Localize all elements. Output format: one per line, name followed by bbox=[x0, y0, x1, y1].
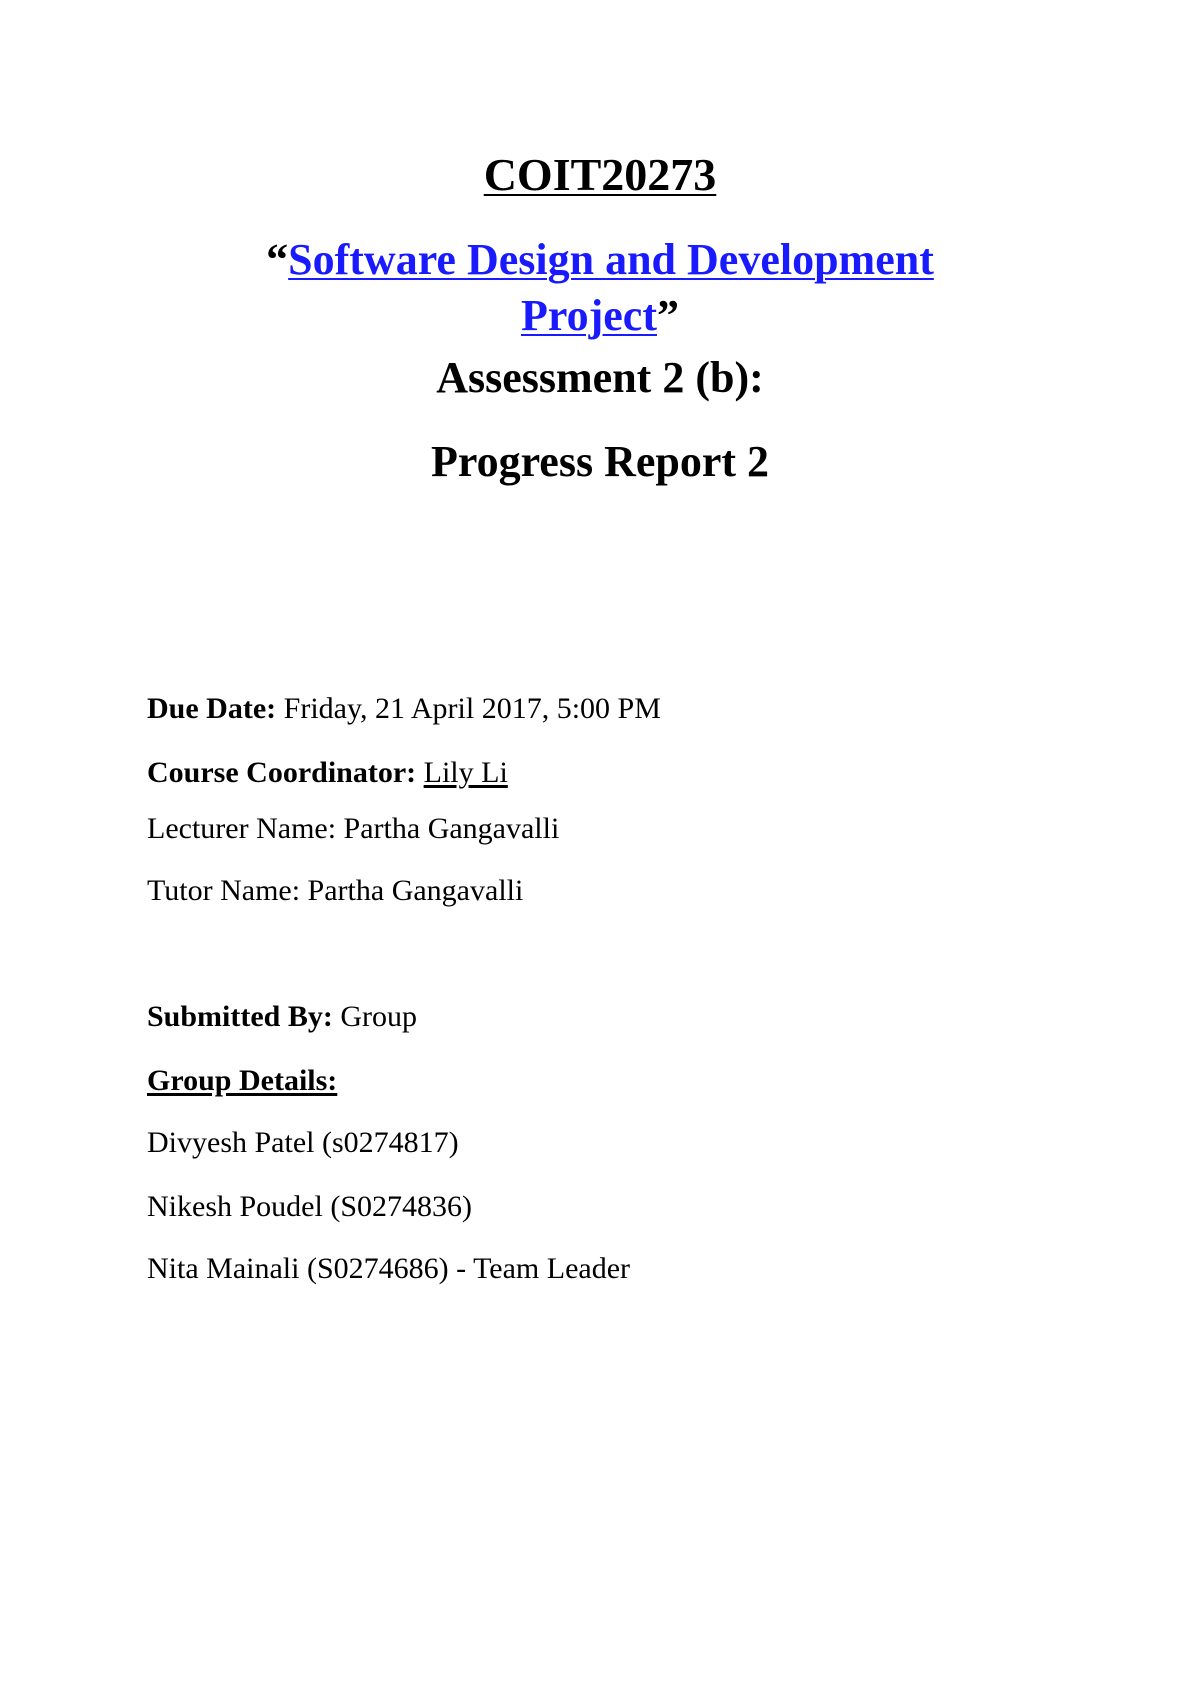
due-date-line bbox=[147, 692, 661, 726]
group-member: Nikesh Poudel (S0274836) bbox=[147, 1190, 472, 1223]
project-title-link[interactable]: Software Design and Development bbox=[288, 235, 934, 284]
submitted-by-line bbox=[147, 1000, 417, 1034]
course-code: COIT20273 bbox=[483, 149, 717, 200]
group-member: Nita Mainali (S0274686) - Team Leader bbox=[147, 1252, 631, 1285]
submitted-by-value: Group bbox=[332, 1000, 418, 1033]
close-quote: ” bbox=[656, 291, 679, 340]
project-title-line1 bbox=[0, 234, 1200, 285]
group-member: Divyesh Patel (s0274817) bbox=[147, 1126, 459, 1159]
coordinator-label: Course Coordinator: bbox=[147, 756, 417, 789]
coordinator-value: Lily Li bbox=[423, 756, 508, 789]
coordinator-line bbox=[147, 756, 508, 790]
assessment-title: Assessment 2 (b): bbox=[436, 353, 764, 402]
project-title-line2 bbox=[0, 290, 1200, 341]
open-quote: “ bbox=[266, 235, 289, 284]
lecturer-line: Lecturer Name: Partha Gangavalli bbox=[147, 812, 560, 845]
group-details-heading bbox=[147, 1064, 337, 1098]
report-title: Progress Report 2 bbox=[430, 437, 770, 486]
group-details-label: Group Details: bbox=[147, 1064, 338, 1097]
submitted-by-label: Submitted By: bbox=[147, 1000, 333, 1033]
due-date-label: Due Date: bbox=[147, 692, 277, 725]
due-date-value: Friday, 21 April 2017, 5:00 PM bbox=[276, 692, 661, 725]
project-title-link-continued[interactable]: Project bbox=[521, 291, 657, 340]
tutor-line: Tutor Name: Partha Gangavalli bbox=[147, 874, 524, 907]
